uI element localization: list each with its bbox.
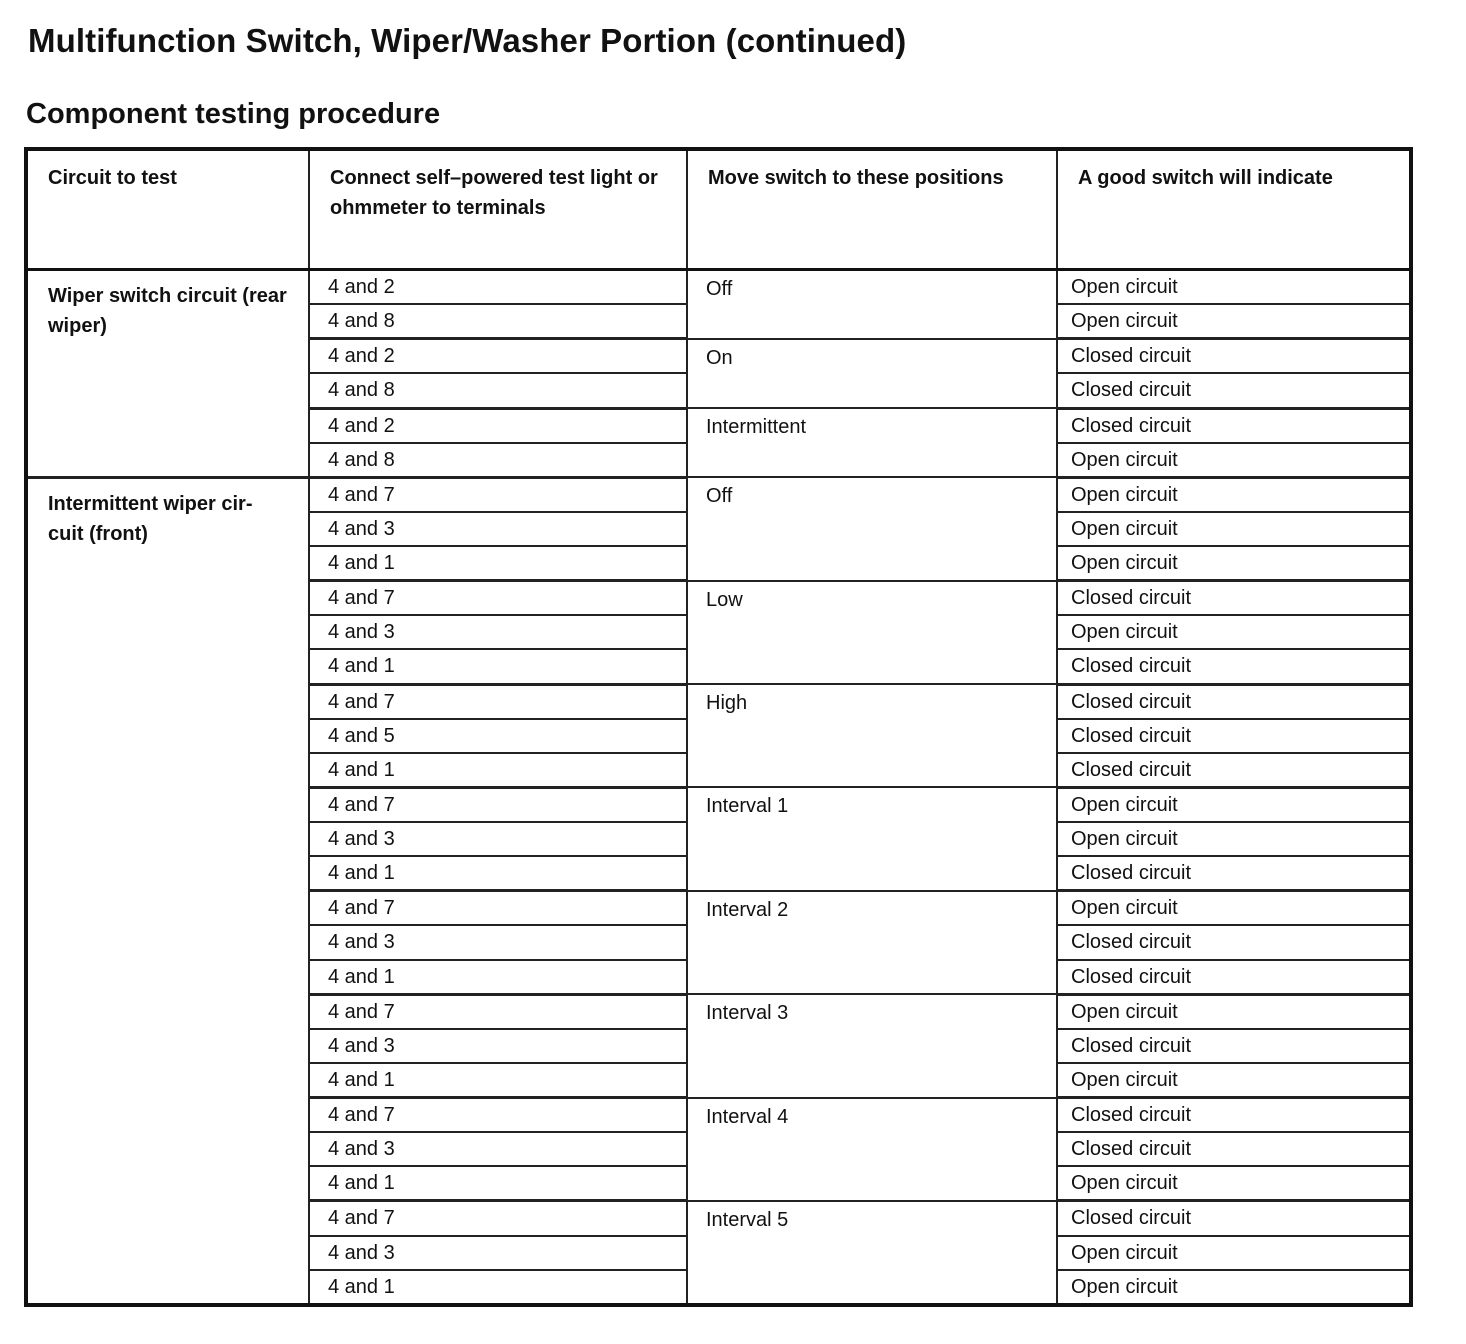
switch-position-cell: Off	[687, 477, 1057, 580]
table-row	[26, 270, 1411, 305]
result-cell: Closed circuit	[1057, 581, 1411, 616]
terminals-cell: 4 and 7	[309, 684, 687, 719]
result-cell: Open circuit	[1057, 512, 1411, 546]
terminals-cell: 4 and 8	[309, 373, 687, 408]
result-cell: Closed circuit	[1057, 339, 1411, 374]
terminals-cell: 4 and 8	[309, 304, 687, 339]
result-cell: Open circuit	[1057, 1166, 1411, 1201]
result-cell: Open circuit	[1057, 270, 1411, 305]
header-terminals: Connect self–powered test light or ohmmeter to terminals	[309, 149, 687, 270]
circuit-name: Intermittent wiper cir-cuit (front)	[26, 477, 309, 1305]
switch-position-cell: Interval 2	[687, 891, 1057, 994]
terminals-cell: 4 and 1	[309, 1166, 687, 1201]
result-cell: Closed circuit	[1057, 1029, 1411, 1063]
result-cell: Closed circuit	[1057, 649, 1411, 684]
result-cell: Closed circuit	[1057, 408, 1411, 443]
table-row	[26, 477, 1411, 512]
terminals-cell: 4 and 5	[309, 719, 687, 753]
terminals-cell: 4 and 7	[309, 1201, 687, 1236]
terminals-cell: 4 and 7	[309, 994, 687, 1029]
terminals-cell: 4 and 3	[309, 1029, 687, 1063]
header-positions: Move switch to these positions	[687, 149, 1057, 270]
result-cell: Open circuit	[1057, 1236, 1411, 1270]
terminals-cell: 4 and 8	[309, 443, 687, 478]
result-cell: Closed circuit	[1057, 1132, 1411, 1166]
terminals-cell: 4 and 3	[309, 925, 687, 959]
terminals-cell: 4 and 1	[309, 960, 687, 995]
result-cell: Closed circuit	[1057, 1201, 1411, 1236]
terminals-cell: 4 and 3	[309, 615, 687, 649]
result-cell: Open circuit	[1057, 477, 1411, 512]
terminals-cell: 4 and 7	[309, 891, 687, 926]
result-cell: Closed circuit	[1057, 753, 1411, 788]
result-cell: Open circuit	[1057, 1270, 1411, 1305]
switch-position-cell: Interval 3	[687, 994, 1057, 1097]
result-cell: Open circuit	[1057, 443, 1411, 478]
switch-position-cell: Interval 4	[687, 1098, 1057, 1201]
result-cell: Open circuit	[1057, 546, 1411, 581]
terminals-cell: 4 and 2	[309, 408, 687, 443]
terminals-cell: 4 and 2	[309, 270, 687, 305]
switch-position-cell: Interval 1	[687, 787, 1057, 890]
result-cell: Closed circuit	[1057, 684, 1411, 719]
switch-position-cell: High	[687, 684, 1057, 787]
terminals-cell: 4 and 1	[309, 753, 687, 788]
result-cell: Closed circuit	[1057, 373, 1411, 408]
terminals-cell: 4 and 1	[309, 1270, 687, 1305]
terminals-cell: 4 and 7	[309, 787, 687, 822]
result-cell: Open circuit	[1057, 891, 1411, 926]
table-header-row	[26, 149, 1411, 270]
terminals-cell: 4 and 3	[309, 822, 687, 856]
terminals-cell: 4 and 3	[309, 1132, 687, 1166]
terminals-cell: 4 and 2	[309, 339, 687, 374]
table-body	[26, 270, 1411, 1306]
page-title: Multifunction Switch, Wiper/Washer Portion (continued)	[28, 22, 907, 59]
header-indicate: A good switch will indicate	[1057, 149, 1411, 270]
section-title: Component testing procedure	[26, 98, 441, 130]
terminals-cell: 4 and 3	[309, 1236, 687, 1270]
switch-position-cell: On	[687, 339, 1057, 408]
result-cell: Closed circuit	[1057, 925, 1411, 959]
result-cell: Open circuit	[1057, 994, 1411, 1029]
terminals-cell: 4 and 1	[309, 856, 687, 891]
result-cell: Open circuit	[1057, 615, 1411, 649]
component-test-table	[24, 147, 1413, 1307]
terminals-cell: 4 and 7	[309, 1098, 687, 1133]
terminals-cell: 4 and 7	[309, 477, 687, 512]
switch-position-cell: Low	[687, 581, 1057, 684]
terminals-cell: 4 and 1	[309, 649, 687, 684]
terminals-cell: 4 and 1	[309, 546, 687, 581]
result-cell: Closed circuit	[1057, 960, 1411, 995]
switch-position-cell: Off	[687, 270, 1057, 339]
terminals-cell: 4 and 3	[309, 512, 687, 546]
terminals-cell: 4 and 1	[309, 1063, 687, 1098]
result-cell: Open circuit	[1057, 822, 1411, 856]
result-cell: Open circuit	[1057, 787, 1411, 822]
result-cell: Closed circuit	[1057, 1098, 1411, 1133]
circuit-name: Wiper switch circuit (rear wiper)	[26, 270, 309, 478]
header-circuit: Circuit to test	[26, 149, 309, 270]
result-cell: Open circuit	[1057, 304, 1411, 339]
result-cell: Open circuit	[1057, 1063, 1411, 1098]
terminals-cell: 4 and 7	[309, 581, 687, 616]
switch-position-cell: Intermittent	[687, 408, 1057, 477]
result-cell: Closed circuit	[1057, 719, 1411, 753]
switch-position-cell: Interval 5	[687, 1201, 1057, 1305]
result-cell: Closed circuit	[1057, 856, 1411, 891]
